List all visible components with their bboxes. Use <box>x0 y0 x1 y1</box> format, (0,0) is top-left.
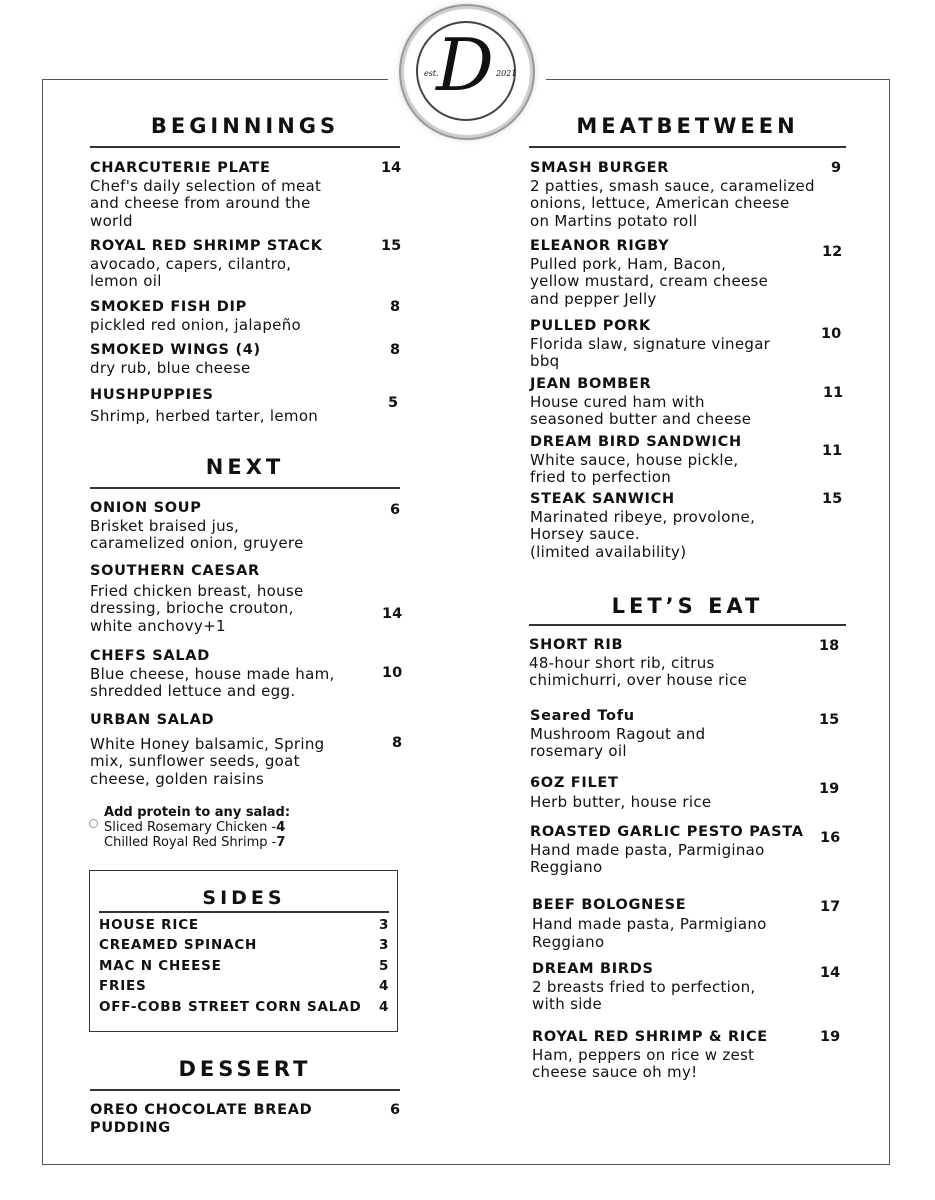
side-price: 3 <box>379 917 389 933</box>
item-price: 6 <box>390 502 401 518</box>
item-name: STEAK SANWICH <box>530 491 675 507</box>
item-name: ROYAL RED SHRIMP & RICE <box>532 1029 768 1045</box>
item-desc: seasoned butter and cheese <box>530 410 752 428</box>
item-price: 14 <box>381 160 402 176</box>
menu-item <box>532 961 756 1014</box>
section-rule <box>529 624 846 626</box>
item-desc: world <box>90 211 133 230</box>
item-desc: caramelized onion, gruyere <box>90 534 304 552</box>
menu-item <box>529 637 747 690</box>
menu-item <box>90 299 301 334</box>
item-name: CHEFS SALAD <box>90 648 210 664</box>
section-title-next: NEXT <box>205 455 285 479</box>
item-name: BEEF BOLOGNESE <box>532 897 687 913</box>
menu-item <box>90 238 323 291</box>
item-price: 9 <box>831 160 842 176</box>
menu-item <box>532 1029 768 1082</box>
item-desc: shredded lettuce and egg. <box>90 682 296 700</box>
item-desc: Reggiano <box>532 933 605 951</box>
item-desc: and cheese from around the <box>90 194 311 212</box>
item-desc: on Martins potato roll <box>530 211 698 230</box>
item-desc: fried to perfection <box>530 468 672 486</box>
menu-item <box>90 500 304 553</box>
item-price: 8 <box>392 735 403 751</box>
section-title-sides: SIDES <box>202 887 286 909</box>
item-desc: White sauce, house pickle, <box>530 450 739 469</box>
menu-item <box>530 160 815 230</box>
menu-item <box>90 385 318 427</box>
bullet-icon <box>89 819 98 828</box>
menu-item <box>90 563 304 635</box>
item-price: 10 <box>821 326 842 342</box>
side-item: OFF-COBB STREET CORN SALAD <box>99 999 362 1015</box>
item-desc: yellow mustard, cream cheese <box>530 272 769 290</box>
menu-item <box>530 434 742 487</box>
item-price: 8 <box>390 299 401 315</box>
menu-item <box>90 712 324 788</box>
menu-item <box>530 824 804 877</box>
item-name: SMOKED FISH DIP <box>90 299 247 315</box>
side-price: 3 <box>379 937 389 953</box>
item-price: 11 <box>823 385 844 401</box>
item-desc: 2 patties, smash sauce, caramelized <box>530 176 815 195</box>
menu-item <box>530 238 768 308</box>
side-item: FRIES <box>99 978 147 994</box>
menu-item <box>530 708 705 761</box>
item-price: 14 <box>820 965 841 981</box>
item-desc: dry rub, blue cheese <box>90 358 251 377</box>
item-name: SOUTHERN CAESAR <box>90 563 260 579</box>
item-desc: (limited availability) <box>530 542 687 561</box>
item-name: ONION SOUP <box>90 500 202 516</box>
item-price: 8 <box>390 342 401 358</box>
item-name: SMASH BURGER <box>530 160 670 176</box>
item-price: 6 <box>390 1102 401 1118</box>
item-desc: avocado, capers, cilantro, <box>90 254 292 273</box>
side-price: 4 <box>379 999 389 1015</box>
item-price: 10 <box>382 665 403 681</box>
item-name: ELEANOR RIGBY <box>530 238 670 254</box>
item-desc: with side <box>532 995 603 1013</box>
item-price: 19 <box>819 781 840 797</box>
item-desc: Reggiano <box>530 858 603 876</box>
section-rule <box>90 146 400 148</box>
menu-item <box>530 491 755 561</box>
protein-addon <box>104 805 290 850</box>
item-price: 5 <box>388 395 399 411</box>
item-desc: white anchovy+1 <box>90 616 226 635</box>
item-desc: Shrimp, herbed tarter, lemon <box>90 407 319 425</box>
item-price: 15 <box>822 491 843 507</box>
addon-line: Sliced Rosemary Chicken - <box>104 820 277 835</box>
item-name: PUDDING <box>90 1119 171 1136</box>
item-price: 19 <box>820 1029 841 1045</box>
logo-letter: D <box>436 23 494 107</box>
item-desc: 48-hour short rib, citrus <box>529 653 715 672</box>
item-desc: lemon oil <box>90 272 162 290</box>
item-price: 12 <box>822 244 843 260</box>
item-price: 15 <box>381 238 402 254</box>
menu-item <box>90 1102 312 1137</box>
side-price: 4 <box>379 978 389 994</box>
item-desc: cheese, golden raisins <box>90 769 265 788</box>
section-rule <box>90 1089 400 1091</box>
section-rule <box>529 146 846 148</box>
item-name: SMOKED WINGS (4) <box>90 342 261 358</box>
item-desc: Chef's daily selection of meat <box>90 176 322 195</box>
item-desc: Pulled pork, Ham, Bacon, <box>530 254 727 273</box>
item-desc: Brisket braised jus, <box>90 516 240 535</box>
section-title-meatbetween: MEATBETWEEN <box>576 114 799 138</box>
item-desc: White Honey balsamic, Spring <box>90 734 325 753</box>
item-desc: 2 breasts fried to perfection, <box>532 977 756 996</box>
item-price: 18 <box>819 638 840 654</box>
menu-item <box>530 774 711 812</box>
item-name: Seared Tofu <box>530 708 635 724</box>
item-price: 14 <box>382 606 403 622</box>
item-name: 6OZ FILET <box>530 775 619 791</box>
item-desc: House cured ham with <box>530 392 705 411</box>
section-rule <box>99 911 389 913</box>
menu-item <box>532 896 767 951</box>
item-name: DREAM BIRD SANDWICH <box>530 434 742 450</box>
item-price: 17 <box>820 899 841 915</box>
section-title-letseat: LET’S EAT <box>611 594 764 618</box>
restaurant-logo <box>404 9 530 135</box>
addon-line: Chilled Royal Red Shrimp - <box>104 835 277 850</box>
item-name: OREO CHOCOLATE BREAD <box>90 1102 313 1118</box>
item-desc: cheese sauce oh my! <box>532 1063 698 1081</box>
item-desc: and pepper Jelly <box>530 289 657 308</box>
menu-item <box>90 160 321 230</box>
item-desc: Fried chicken breast, house <box>90 581 304 600</box>
item-desc: mix, sunflower seeds, goat <box>90 752 300 770</box>
item-name: CHARCUTERIE PLATE <box>90 160 271 176</box>
menu-item <box>90 648 335 701</box>
item-desc: Hand made pasta, Parmigiano <box>532 915 767 933</box>
item-desc: Horsey sauce. <box>530 525 640 543</box>
item-desc: pickled red onion, jalapeño <box>90 315 301 334</box>
item-price: 16 <box>820 830 841 846</box>
item-desc: rosemary oil <box>530 742 627 760</box>
item-name: JEAN BOMBER <box>530 376 652 392</box>
menu-item <box>530 376 751 429</box>
side-item: MAC N CHEESE <box>99 958 222 974</box>
item-desc: Blue cheese, house made ham, <box>90 664 335 683</box>
logo-year: 2021 <box>496 69 517 78</box>
menu-item <box>530 318 770 371</box>
item-desc: Mushroom Ragout and <box>530 724 706 743</box>
item-desc: Hand made pasta, Parmiginao <box>530 840 765 859</box>
item-name: ROASTED GARLIC PESTO PASTA <box>530 824 804 840</box>
item-desc: Florida slaw, signature vinegar <box>530 334 771 353</box>
menu-item <box>90 342 261 377</box>
item-name: ROYAL RED SHRIMP STACK <box>90 238 323 254</box>
item-desc: Herb butter, house rice <box>530 793 712 811</box>
item-name: HUSHPUPPIES <box>90 387 214 403</box>
addon-price: 4 <box>276 820 286 835</box>
section-rule <box>90 487 400 489</box>
item-name: URBAN SALAD <box>90 712 215 728</box>
item-desc: chimichurri, over house rice <box>529 671 748 689</box>
addon-price: 7 <box>276 835 286 850</box>
item-desc: Marinated ribeye, provolone, <box>530 507 756 526</box>
item-name: PULLED PORK <box>530 318 651 334</box>
item-name: DREAM BIRDS <box>532 961 654 977</box>
section-title-beginnings: BEGINNINGS <box>150 114 340 138</box>
item-desc: dressing, brioche crouton, <box>90 599 294 617</box>
section-title-dessert: DESSERT <box>178 1057 312 1081</box>
logo-est: est. <box>424 69 439 78</box>
addon-title: Add protein to any salad: <box>104 805 291 820</box>
item-name: SHORT RIB <box>529 637 624 653</box>
item-price: 11 <box>822 443 843 459</box>
side-price: 5 <box>379 958 389 974</box>
item-price: 15 <box>819 712 840 728</box>
item-desc: bbq <box>530 352 560 370</box>
item-desc: onions, lettuce, American cheese <box>530 194 790 212</box>
side-item: HOUSE RICE <box>99 917 199 933</box>
side-item: CREAMED SPINACH <box>99 937 258 953</box>
item-desc: Ham, peppers on rice w zest <box>532 1045 755 1064</box>
